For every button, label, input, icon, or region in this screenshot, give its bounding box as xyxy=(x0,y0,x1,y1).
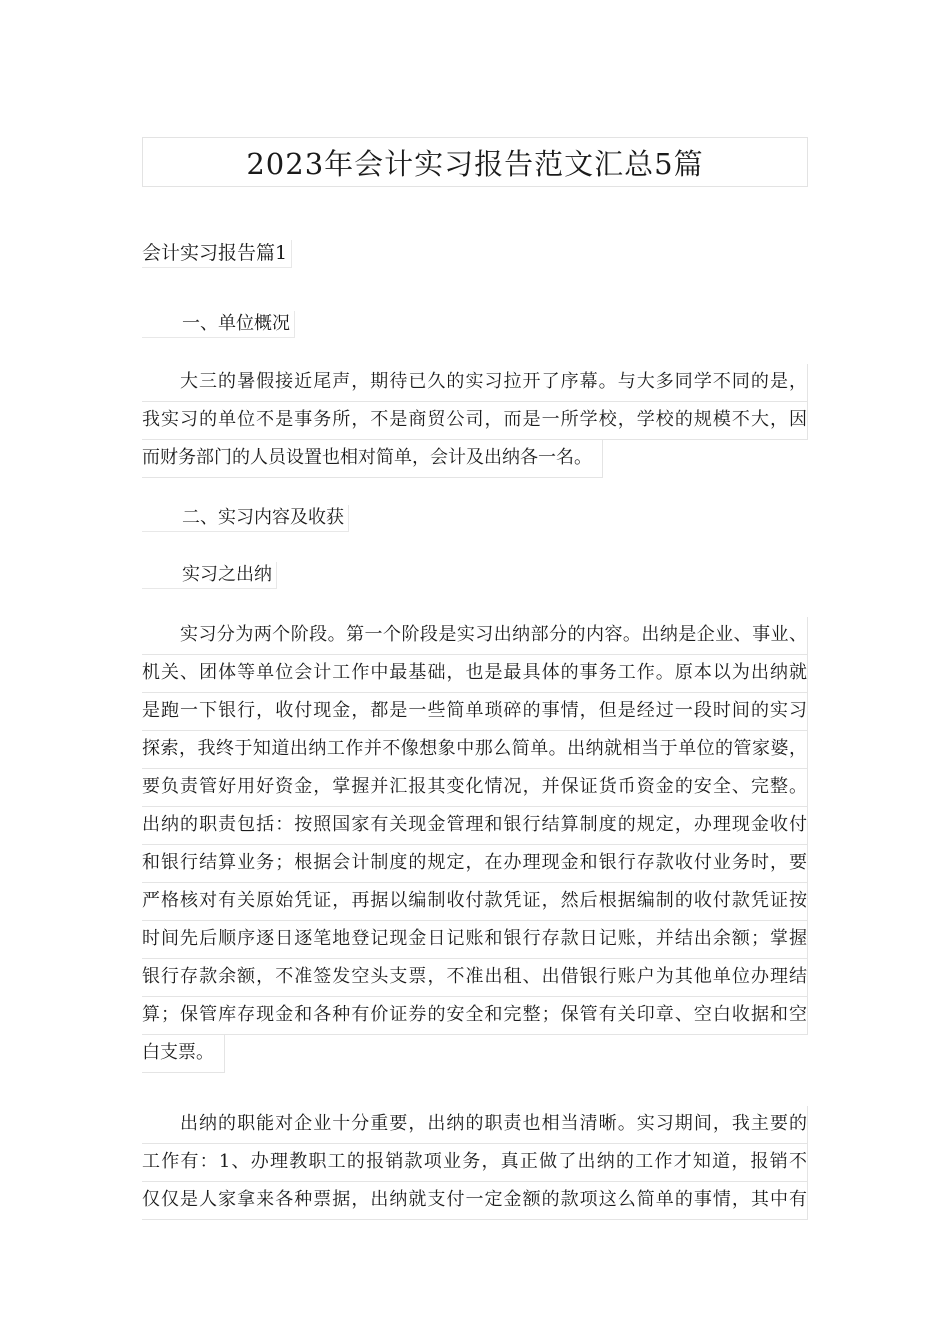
paragraph-line: 大三的暑假接近尾声，期待已久的实习拉开了序幕。与大多同学不同的是， xyxy=(142,364,808,402)
paragraph-line: 时间先后顺序逐日逐笔地登记现金日记账和银行存款日记账，并结出余额；掌握 xyxy=(142,921,808,959)
heading-content-and-gains: 二、实习内容及收获 xyxy=(142,505,349,532)
heading-cashier-practice: 实习之出纳 xyxy=(142,562,277,589)
paragraph-line: 探索，我终于知道出纳工作并不像想象中那么简单。出纳就相当于单位的管家婆， xyxy=(142,731,808,769)
paragraph-line: 实习分为两个阶段。第一个阶段是实习出纳部分的内容。出纳是企业、事业、 xyxy=(142,617,808,655)
paragraph-line: 是跑一下银行，收付现金，都是一些简单琐碎的事情，但是经过一段时间的实习 xyxy=(142,693,808,731)
paragraph-line: 我实习的单位不是事务所，不是商贸公司，而是一所学校，学校的规模不大，因 xyxy=(142,402,808,440)
heading-unit-overview: 一、单位概况 xyxy=(142,311,295,338)
paragraph-line: 出纳的职能对企业十分重要，出纳的职责也相当清晰。实习期间，我主要的 xyxy=(142,1106,808,1144)
section-title: 会计实习报告篇1 xyxy=(142,240,292,268)
paragraph-line: 白支票。 xyxy=(142,1035,225,1073)
paragraph-line: 银行存款余额，不准签发空头支票，不准出租、出借银行账户为其他单位办理结 xyxy=(142,959,808,997)
paragraph-line: 而财务部门的人员设置也相对简单，会计及出纳各一名。 xyxy=(142,440,603,478)
paragraph-line: 严格核对有关原始凭证，再据以编制收付款凭证，然后根据编制的收付款凭证按 xyxy=(142,883,808,921)
paragraph-line: 工作有：1、办理教职工的报销款项业务，真正做了出纳的工作才知道，报销不 xyxy=(142,1144,808,1182)
paragraph-line: 要负责管好用好资金，掌握并汇报其变化情况，并保证货币资金的安全、完整。 xyxy=(142,769,808,807)
paragraph-line: 算；保管库存现金和各种有价证券的安全和完整；保管有关印章、空白收据和空 xyxy=(142,997,808,1035)
paragraph-line: 和银行结算业务；根据会计制度的规定，在办理现金和银行存款收付业务时，要 xyxy=(142,845,808,883)
title-box xyxy=(142,137,808,187)
paragraph-line: 出纳的职责包括：按照国家有关现金管理和银行结算制度的规定，办理现金收付 xyxy=(142,807,808,845)
paragraph-unit-overview xyxy=(142,364,808,482)
paragraph-cashier-work xyxy=(142,1106,808,1220)
paragraph-cashier-duties xyxy=(142,617,808,1077)
paragraph-line: 仅仅是人家拿来各种票据，出纳就支付一定金额的款项这么简单的事情，其中有 xyxy=(142,1182,808,1220)
document-title: 2023年会计实习报告范文汇总5篇 xyxy=(246,146,704,181)
paragraph-line: 机关、团体等单位会计工作中最基础，也是最具体的事务工作。原本以为出纳就 xyxy=(142,655,808,693)
